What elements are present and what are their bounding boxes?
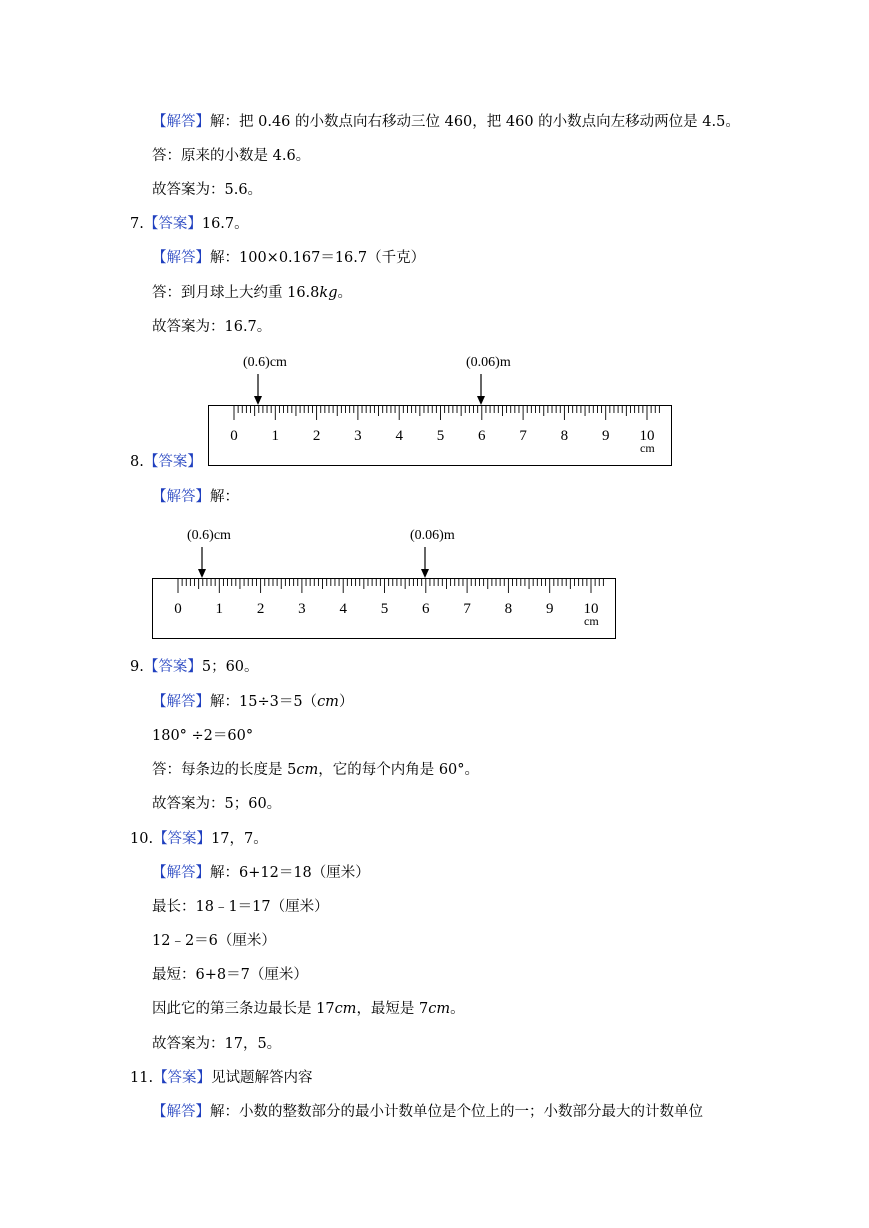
ruler-numbers xyxy=(174,601,598,617)
ruler-number: 7 xyxy=(519,428,527,444)
s9-guda: 故答案为：5；60。 xyxy=(152,796,282,812)
s7-da xyxy=(152,283,352,303)
s9-answer-line xyxy=(130,657,259,677)
s10-l5-unit1: cm xyxy=(334,1001,357,1017)
s10-guda: 故答案为：17，5。 xyxy=(152,1036,282,1052)
ruler-ticks xyxy=(178,579,603,593)
s8-jieda-line xyxy=(152,487,239,507)
jieda-tag: 【解答】 xyxy=(152,489,210,505)
s7-da-unit: kg xyxy=(319,285,338,301)
s9-line2: 180° ÷2＝60° xyxy=(152,728,254,744)
s8-jieda-text: 解： xyxy=(210,489,239,505)
s11-jieda-line xyxy=(152,1102,703,1122)
ruler-number: 5 xyxy=(380,601,389,617)
s9-line3 xyxy=(152,760,479,780)
ruler-number: 2 xyxy=(256,601,265,617)
ruler-ticks xyxy=(234,406,659,420)
jieda-tag: 【解答】 xyxy=(152,865,210,881)
ruler-number: 5 xyxy=(436,428,445,444)
arrowhead-left xyxy=(198,569,206,578)
ruler-unit: cm xyxy=(640,441,655,455)
s7-jieda-line xyxy=(152,248,425,268)
s6-da: 答：原来的小数是 4.6。 xyxy=(152,148,311,164)
s6-guda: 故答案为：5.6。 xyxy=(152,182,263,198)
s11-number: 11. xyxy=(130,1070,154,1086)
s10-l5-text-b: ，最短是 7 xyxy=(356,1001,429,1017)
s7-guda: 故答案为：16.7。 xyxy=(152,319,272,335)
s10-answer-line xyxy=(130,829,268,849)
s10-l5-end: 。 xyxy=(450,1001,465,1017)
s9-answer: 5；60。 xyxy=(201,659,259,675)
daan-tag: 【答案】 xyxy=(143,454,202,470)
ruler-number: 4 xyxy=(395,428,403,444)
ruler-number: 3 xyxy=(354,428,362,444)
s11-answer-line xyxy=(130,1068,313,1088)
s11-answer: 见试题解答内容 xyxy=(211,1070,313,1086)
s10-line5 xyxy=(152,999,465,1019)
s9-jieda-end: ） xyxy=(338,694,354,710)
ruler-label-right: (0.06)m xyxy=(410,528,455,543)
s9-jieda-line xyxy=(152,692,353,712)
daan-tag: 【答案】 xyxy=(143,216,202,232)
ruler-figure-1 xyxy=(208,348,674,470)
s10-number: 10. xyxy=(130,831,154,847)
ruler-number: 10 xyxy=(639,428,655,444)
s10-l5-unit2: cm xyxy=(428,1001,451,1017)
s10-line3: 12﹣2＝6（厘米） xyxy=(152,933,276,949)
s7-answer: 16.7。 xyxy=(201,216,249,232)
ruler-unit: cm xyxy=(584,614,599,628)
arrowhead-right xyxy=(477,396,485,405)
arrowhead-right xyxy=(421,569,429,578)
s9-jieda-unit: cm xyxy=(317,694,339,710)
s8-number: 8. xyxy=(130,454,144,470)
ruler-number: 7 xyxy=(463,601,471,617)
ruler-number: 9 xyxy=(601,428,610,444)
ruler-label-left: (0.6)cm xyxy=(243,355,287,370)
ruler-number: 6 xyxy=(478,428,486,444)
s10-line4: 最短：6+8＝7（厘米） xyxy=(152,967,308,983)
ruler-number: 2 xyxy=(312,428,321,444)
ruler-number: 6 xyxy=(422,601,430,617)
s11-jieda-text: 解：小数的整数部分的最小计数单位是个位上的一；小数部分最大的计数单位 xyxy=(210,1104,703,1120)
s6-jieda-text: 解：把 0.46 的小数点向右移动三位 460，把 460 的小数点向左移动两位是 4.5。 xyxy=(210,114,740,130)
s10-line2: 最长：18﹣1＝17（厘米） xyxy=(152,899,329,915)
ruler-number: 0 xyxy=(174,601,182,617)
jieda-tag: 【解答】 xyxy=(152,250,210,266)
ruler-label-right: (0.06)m xyxy=(466,355,511,370)
ruler-number: 0 xyxy=(230,428,238,444)
daan-tag: 【答案】 xyxy=(143,659,202,675)
s10-jieda-line xyxy=(152,863,370,883)
s9-jieda-text: 解：15÷3＝5（ xyxy=(210,694,318,710)
s9-l3-end: ，它的每个内角是 60°。 xyxy=(318,762,480,778)
ruler-numbers xyxy=(230,428,654,444)
jieda-tag: 【解答】 xyxy=(152,694,210,710)
jieda-tag: 【解答】 xyxy=(152,1104,210,1120)
s10-l5-text-a: 因此它的第三条边最长是 17 xyxy=(152,1001,335,1017)
arrowhead-left xyxy=(254,396,262,405)
s8-answer-line xyxy=(130,452,202,472)
daan-tag: 【答案】 xyxy=(153,831,212,847)
ruler-number: 8 xyxy=(504,601,513,617)
ruler-number: 10 xyxy=(583,601,599,617)
s9-number: 9. xyxy=(130,659,144,675)
ruler-number: 1 xyxy=(271,428,280,444)
s10-answer: 17，7。 xyxy=(211,831,268,847)
ruler-number: 3 xyxy=(298,601,306,617)
s7-jieda-text: 解：100×0.167＝16.7（千克） xyxy=(210,250,426,266)
ruler-figure-2 xyxy=(152,521,618,643)
jieda-tag: 【解答】 xyxy=(152,114,210,130)
ruler-label-left: (0.6)cm xyxy=(187,528,231,543)
s7-da-end: 。 xyxy=(337,285,352,301)
s6-jieda-line xyxy=(152,112,740,132)
s9-l3-unit: cm xyxy=(296,762,319,778)
s7-number: 7. xyxy=(130,216,144,232)
s7-da-text: 答：到月球上大约重 16.8 xyxy=(152,285,320,301)
s7-answer-line xyxy=(130,214,249,234)
ruler-number: 1 xyxy=(215,601,224,617)
ruler-number: 4 xyxy=(339,601,347,617)
daan-tag: 【答案】 xyxy=(153,1070,212,1086)
ruler-number: 9 xyxy=(545,601,554,617)
ruler-number: 8 xyxy=(560,428,569,444)
s10-jieda-text: 解：6+12＝18（厘米） xyxy=(210,865,370,881)
s9-l3-text: 答：每条边的长度是 5 xyxy=(152,762,297,778)
